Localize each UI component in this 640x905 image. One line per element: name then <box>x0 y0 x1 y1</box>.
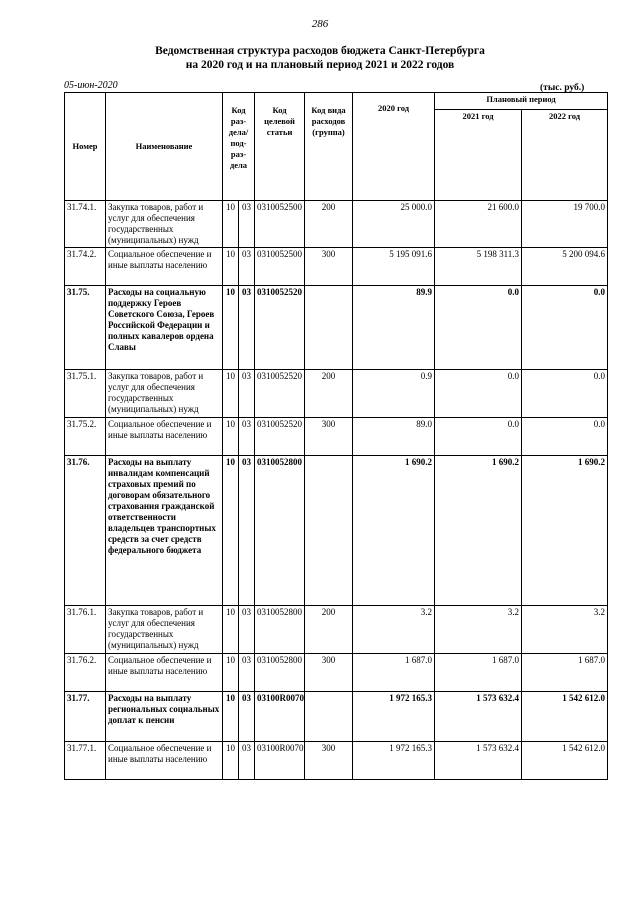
row-value-2020: 25 000.0 <box>353 201 435 248</box>
row-target-code: 03100R0070 <box>255 742 305 780</box>
table-row <box>65 742 608 780</box>
row-value-2022: 0.0 <box>522 370 608 418</box>
row-subsection: 03 <box>239 456 255 606</box>
row-kind-code: 300 <box>305 248 353 286</box>
units-label: (тыс. руб.) <box>540 83 585 93</box>
row-section: 10 <box>223 418 239 456</box>
row-value-2022: 0.0 <box>522 286 608 370</box>
row-target-code: 0310052800 <box>255 456 305 606</box>
row-subsection: 03 <box>239 742 255 780</box>
table-row <box>65 654 608 692</box>
row-section: 10 <box>223 201 239 248</box>
row-value-2021: 21 600.0 <box>435 201 522 248</box>
row-number: 31.74.2. <box>65 248 106 286</box>
row-value-2021: 1 687.0 <box>435 654 522 692</box>
row-section: 10 <box>223 456 239 606</box>
row-section: 10 <box>223 248 239 286</box>
row-value-2020: 1 687.0 <box>353 654 435 692</box>
row-value-2021: 3.2 <box>435 606 522 654</box>
row-subsection: 03 <box>239 692 255 742</box>
table-row <box>65 286 608 370</box>
row-value-2021: 0.0 <box>435 370 522 418</box>
row-name: Социальное обеспечение и иные выплаты населению <box>106 742 223 780</box>
row-name: Социальное обеспечение и иные выплаты населению <box>106 248 223 286</box>
header-name: Наименование <box>106 93 223 201</box>
row-number: 31.75. <box>65 286 106 370</box>
row-value-2020: 89.9 <box>353 286 435 370</box>
row-target-code: 0310052500 <box>255 248 305 286</box>
row-name: Закупка товаров, работ и услуг для обеспечения государственных (муниципальных) нужд <box>106 606 223 654</box>
row-value-2021: 1 690.2 <box>435 456 522 606</box>
row-value-2020: 1 972 165.3 <box>353 692 435 742</box>
row-kind-code <box>305 692 353 742</box>
row-target-code: 0310052500 <box>255 201 305 248</box>
row-name: Социальное обеспечение и иные выплаты населению <box>106 418 223 456</box>
row-value-2021: 0.0 <box>435 418 522 456</box>
row-number: 31.76.2. <box>65 654 106 692</box>
row-number: 31.76. <box>65 456 106 606</box>
row-value-2020: 0.9 <box>353 370 435 418</box>
row-name: Закупка товаров, работ и услуг для обеспечения государственных (муниципальных) нужд <box>106 370 223 418</box>
row-value-2020: 5 195 091.6 <box>353 248 435 286</box>
row-target-code: 0310052520 <box>255 286 305 370</box>
row-value-2022: 1 690.2 <box>522 456 608 606</box>
row-number: 31.75.1. <box>65 370 106 418</box>
row-value-2022: 3.2 <box>522 606 608 654</box>
budget-table <box>64 92 608 780</box>
row-target-code: 0310052520 <box>255 370 305 418</box>
header-target: Код целевой статьи <box>255 93 305 201</box>
header-number: Номер <box>65 93 106 201</box>
table-row <box>65 248 608 286</box>
header-kind: Код вида расходов (группа) <box>305 93 353 201</box>
table-row <box>65 370 608 418</box>
row-value-2021: 5 198 311.3 <box>435 248 522 286</box>
row-subsection: 03 <box>239 370 255 418</box>
document-title <box>0 44 640 72</box>
row-name: Социальное обеспечение и иные выплаты населению <box>106 654 223 692</box>
row-value-2022: 5 200 094.6 <box>522 248 608 286</box>
row-kind-code <box>305 286 353 370</box>
row-value-2020: 89.0 <box>353 418 435 456</box>
row-subsection: 03 <box>239 248 255 286</box>
row-value-2022: 19 700.0 <box>522 201 608 248</box>
row-subsection: 03 <box>239 606 255 654</box>
row-value-2022: 1 687.0 <box>522 654 608 692</box>
row-value-2020: 3.2 <box>353 606 435 654</box>
row-kind-code: 300 <box>305 654 353 692</box>
page-number: 286 <box>311 18 329 30</box>
row-name: Расходы на социальную поддержку Героев Советского Союза, Героев Российской Федерации и полных кавалеров ордена Славы <box>106 286 223 370</box>
row-target-code: 03100R0070 <box>255 692 305 742</box>
row-value-2020: 1 972 165.3 <box>353 742 435 780</box>
row-section: 10 <box>223 286 239 370</box>
row-section: 10 <box>223 606 239 654</box>
table-row <box>65 201 608 248</box>
title-line-2: на 2020 год и на плановый период 2021 и 2022 годов <box>185 59 455 71</box>
row-subsection: 03 <box>239 418 255 456</box>
row-section: 10 <box>223 742 239 780</box>
row-value-2021: 1 573 632.4 <box>435 692 522 742</box>
header-2020: 2020 год <box>353 93 435 201</box>
title-line-1: Ведомственная структура расходов бюджета Санкт-Петербурга <box>155 45 485 57</box>
row-kind-code: 200 <box>305 201 353 248</box>
row-number: 31.75.2. <box>65 418 106 456</box>
header-planned: Плановый период <box>435 93 608 110</box>
row-target-code: 0310052520 <box>255 418 305 456</box>
header-section: Код раз-дела/ под-раз-дела <box>223 93 255 201</box>
row-kind-code <box>305 456 353 606</box>
row-value-2022: 1 542 612.0 <box>522 692 608 742</box>
row-value-2022: 0.0 <box>522 418 608 456</box>
table-body <box>65 201 608 780</box>
header-2021: 2021 год <box>435 110 522 201</box>
row-value-2022: 1 542 612.0 <box>522 742 608 780</box>
row-name: Расходы на выплату инвалидам компенсаций страховых премий по договорам обязательного страхования гражданской ответственности владельцев транспортных средств за счет средств федерального бюджета <box>106 456 223 606</box>
row-subsection: 03 <box>239 286 255 370</box>
table-row <box>65 606 608 654</box>
row-name: Расходы на выплату региональных социальных доплат к пенсии <box>106 692 223 742</box>
table-row <box>65 456 608 606</box>
table-row <box>65 692 608 742</box>
row-value-2020: 1 690.2 <box>353 456 435 606</box>
row-number: 31.76.1. <box>65 606 106 654</box>
row-kind-code: 200 <box>305 606 353 654</box>
row-kind-code: 300 <box>305 742 353 780</box>
header-2022: 2022 год <box>522 110 608 201</box>
row-value-2021: 0.0 <box>435 286 522 370</box>
row-kind-code: 200 <box>305 370 353 418</box>
row-section: 10 <box>223 692 239 742</box>
row-value-2021: 1 573 632.4 <box>435 742 522 780</box>
row-name: Закупка товаров, работ и услуг для обеспечения государственных (муниципальных) нужд <box>106 201 223 248</box>
row-number: 31.77.1. <box>65 742 106 780</box>
header-row <box>65 93 608 110</box>
row-target-code: 0310052800 <box>255 654 305 692</box>
row-kind-code: 300 <box>305 418 353 456</box>
row-number: 31.77. <box>65 692 106 742</box>
table-row <box>65 418 608 456</box>
row-target-code: 0310052800 <box>255 606 305 654</box>
row-subsection: 03 <box>239 654 255 692</box>
row-section: 10 <box>223 654 239 692</box>
document-date: 05-июн-2020 <box>64 80 118 91</box>
row-section: 10 <box>223 370 239 418</box>
row-subsection: 03 <box>239 201 255 248</box>
row-number: 31.74.1. <box>65 201 106 248</box>
